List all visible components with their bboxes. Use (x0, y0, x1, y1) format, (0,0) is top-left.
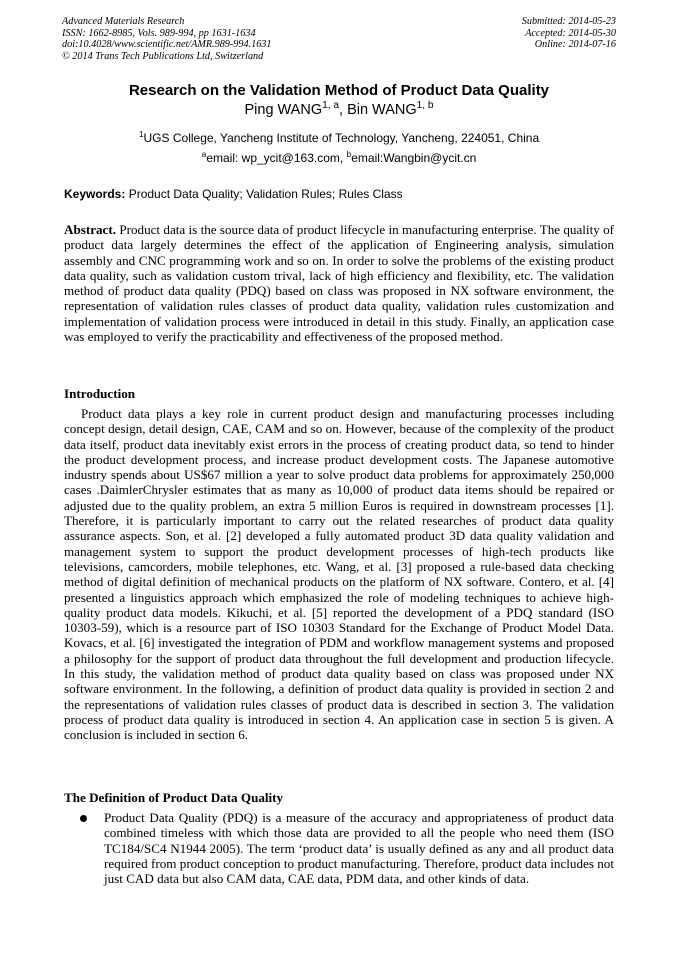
email-b-marker: b (346, 149, 352, 159)
journal-name: Advanced Materials Research (62, 16, 185, 27)
email-b: email:Wangbin@ycit.cn (351, 151, 477, 165)
abstract-text: Product data is the source data of product lifecycle in manufacturing enterprise. The quality of product data largely determines the effect of the application of Engineering analysis, simulation assembly and CNC programming work and so on. In order to solve the problems of the existing product data quality, such as validation custom trival, lack of high efficiency and flexibility, etc. The validation method of product data quality (PDQ) based on class was proposed in NX software environment, the representation of validation rules classes of product data quality, validation rules customization and implementation of validation process were introduced in detail in this study. Finally, an application case was employed to verify the practicability and effectiveness of the proposed method. (64, 222, 614, 345)
accepted-date: Accepted: 2014-05-30 (525, 27, 616, 39)
email-a-marker: a (201, 149, 207, 159)
journal-header (62, 16, 271, 62)
issn-line: ISSN: 1662-8985, Vols. 989-994, pp 1631-1634 (62, 27, 256, 39)
affiliation-marker: 1 (138, 129, 144, 139)
author-2: Bin WANG (347, 102, 417, 118)
section-heading-introduction: Introduction (64, 386, 136, 401)
online-date: Online: 2014-07-16 (534, 39, 616, 51)
dates-header (522, 16, 616, 51)
bullet-icon (80, 815, 87, 822)
email-line (0, 151, 678, 165)
author-line (0, 102, 678, 118)
definition-bullet: Product Data Quality (PDQ) is a measure of the accuracy and appropriateness of product data combined timeless with which those data are provided to all the people who need them (ISO TC184/SC4 N1944 2005). The term ‘product data’ is usually defined as any and all product data required from product conception to product manufacturing. Therefore, product data includes not just CAD data but also CAM data, CAE data, PDM data, and other kinds of data. (104, 810, 614, 887)
author-1-affil: 1, a (322, 100, 339, 112)
affiliation (0, 131, 678, 145)
abstract-label: Abstract. (64, 222, 116, 237)
copyright-line: © 2014 Trans Tech Publications Ltd, Switzerland (62, 50, 264, 62)
keywords (64, 187, 616, 201)
doi-line: doi:10.4028/www.scientific.net/AMR.989-994.1631 (62, 39, 272, 51)
author-separator: , (339, 102, 348, 118)
keywords-label: Keywords: (64, 187, 126, 201)
affiliation-text: UGS College, Yancheng Institute of Technology, Yancheng, 224051, China (143, 131, 540, 145)
introduction-paragraph: Product data plays a key role in current product design and manufacturing processes including concept design, detail design, CAE, CAM and so on. However, because of the complexity of the product data itself, product data inevitably exist errors in the process of creating product data, so tend to hinder the product development process, and increase product development costs. The Japanese automotive industry spends about US$67 million a year to solve product data problems for approximately 250,000 cases .DaimlerChrysler estimates that as many as 10,000 of product data items should be repaired or adjusted due to the quality problem, an extra 5 million Euros is required in downstream processes [1]. Therefore, it is particularly important to carry out the related researches of product data quality assurance aspects. Son, et al. [2] developed a fully automated product 3D data quality validation and management system to support the product development processes of high-tech products like televisions, camcorders, mobile telephones, etc. Wang, et al. [3] proposed a rule-based data checking method of digital definition of mechanical products on the platform of NX software. Contero, et al. [4] presented a linguistics approach which emphasized the role of modeling techniques to achieve high-quality product data models. Kikuchi, et al. [5] reported the development of a PDQ standard (ISO 10303-59), which is a resource part of ISO 10303 Standard for the Exchange of Product Model Data. Kovacs, et al. [6] investigated the integration of PDM and workflow management systems and proposed a philosophy for the support of product data throughout the full development and production lifecycle. In this study, the validation method of product data quality based on class was proposed under NX software environment. In the following, a definition of product data quality is provided in section 2 and the representations of validation rules classes of product data is described in section 3. The validation process of product data quality is introduced in section 4. An application case in section 5 is given. A conclusion is included in section 6. (64, 406, 614, 743)
abstract (64, 222, 614, 344)
author-1: Ping WANG (244, 102, 323, 118)
paper-title: Research on the Validation Method of Product Data Quality (128, 82, 550, 99)
email-a: email: wp_ycit@163.com, (206, 151, 347, 165)
keywords-text: Product Data Quality; Validation Rules; Rules Class (125, 187, 403, 201)
submitted-date: Submitted: 2014-05-23 (521, 16, 616, 27)
section-heading-definition: The Definition of Product Data Quality (64, 790, 284, 805)
author-2-affil: 1, b (416, 100, 434, 112)
